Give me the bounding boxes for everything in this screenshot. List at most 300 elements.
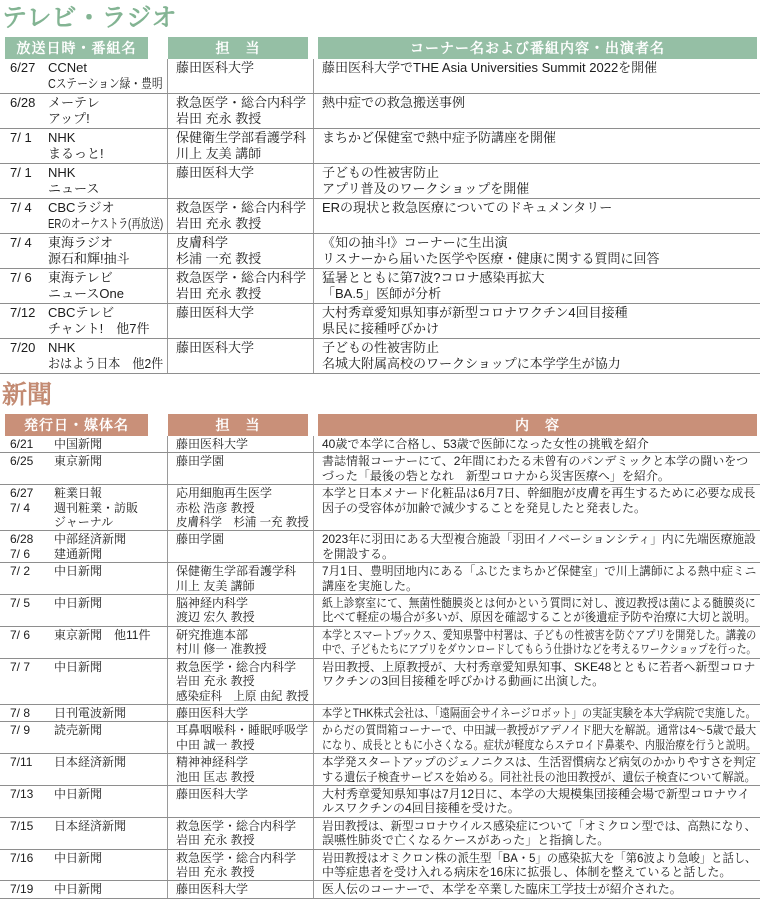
name-text: 中日新聞 xyxy=(54,850,103,865)
staff-text: 救急医学・総合内科学 xyxy=(176,270,307,285)
staff-text: 赤松 浩彦 教授 xyxy=(176,500,255,515)
date-name-line xyxy=(10,305,164,321)
content-line xyxy=(322,833,757,847)
name-text: CBCテレビ xyxy=(48,305,115,320)
staff-line xyxy=(176,564,310,578)
date: 6/27 xyxy=(10,486,34,501)
staff-text: 藤田医科大学 xyxy=(176,882,249,897)
table-row xyxy=(0,339,760,374)
date-name-line xyxy=(10,787,164,801)
name-text: 中部経済新聞 xyxy=(54,532,127,547)
date: 7/11 xyxy=(10,755,33,770)
name-text: 粧業日報 xyxy=(54,486,103,501)
header-staff: 担 当 xyxy=(168,414,308,436)
table-row xyxy=(0,164,760,199)
date-media-cell xyxy=(0,850,167,881)
content-text: リスナーから届いた医学や医療・健康に関する質問に回答 xyxy=(322,251,660,266)
staff-line xyxy=(176,628,310,642)
date: 7/13 xyxy=(10,786,34,801)
content-line xyxy=(322,181,757,197)
name-text: 源石和輝!抽斗 xyxy=(48,251,130,266)
date-name-line xyxy=(10,146,164,162)
staff-line xyxy=(176,865,310,879)
date: 7/ 4 xyxy=(10,235,32,250)
date-media-cell xyxy=(0,485,167,530)
content-line xyxy=(322,130,757,146)
table-row xyxy=(0,754,760,786)
content-cell xyxy=(313,164,760,198)
date-program-cell xyxy=(0,339,167,373)
staff-cell xyxy=(167,722,313,753)
date-name-line xyxy=(10,356,164,372)
table-row xyxy=(0,94,760,129)
date-name-line xyxy=(10,486,164,500)
date-name-line xyxy=(10,596,164,610)
content-line xyxy=(322,819,757,833)
date-program-cell xyxy=(0,129,167,163)
date-media-cell xyxy=(0,722,167,753)
content-cell xyxy=(313,850,760,881)
date-name-line xyxy=(10,755,164,769)
name-text: CCNet xyxy=(48,60,88,75)
content-cell xyxy=(313,453,760,484)
content-line xyxy=(322,454,757,468)
name-text: 中日新聞 xyxy=(54,659,103,674)
staff-cell xyxy=(167,436,313,452)
name-text: 東京新聞 他11件 xyxy=(54,627,151,642)
staff-text: 藤田医科大学 xyxy=(176,305,255,320)
staff-text: 藤田医科大学 xyxy=(176,705,249,720)
content-line xyxy=(322,95,757,111)
date-media-cell xyxy=(0,595,167,626)
staff-text: 岩田 充永 教授 xyxy=(176,833,255,848)
staff-line xyxy=(176,770,310,784)
name-text: 東京新聞 xyxy=(54,454,103,469)
date: 6/25 xyxy=(10,454,34,469)
date: 7/15 xyxy=(10,818,34,833)
table-row xyxy=(0,722,760,754)
staff-line xyxy=(176,738,310,752)
content-text: 因子の受容体が加齢で減少することを発見したと発表した。 xyxy=(322,500,647,515)
staff-text: 救急医学・総合内科学 xyxy=(176,818,297,833)
content-line xyxy=(322,564,757,578)
content-text: ワクチンの3回目接種を呼びかける動画に出演した。 xyxy=(322,674,605,689)
content-cell xyxy=(313,269,760,303)
content-text: 医人伝のコーナーで、本学を卒業した臨床工学技士が紹介された。 xyxy=(322,882,682,897)
staff-line xyxy=(176,596,310,610)
date: 7/ 6 xyxy=(10,270,32,285)
staff-line xyxy=(176,235,310,251)
date: 6/21 xyxy=(10,437,34,451)
staff-text: 杉浦 一充 教授 xyxy=(176,251,262,266)
header-content: 内 容 xyxy=(318,414,757,436)
date-media-cell xyxy=(0,531,167,562)
staff-text: 耳鼻咽喉科・睡眠呼吸学 xyxy=(176,723,309,738)
date-name-line xyxy=(10,660,164,674)
content-cell xyxy=(313,881,760,897)
staff-line xyxy=(176,454,310,468)
name-text: Cステーション緑・豊明 xyxy=(48,76,163,91)
staff-line xyxy=(176,251,310,267)
content-text: 書誌情報コーナーにて、2年間にわたる未曾有のパンデミックと本学の闘いをつ xyxy=(322,454,749,469)
staff-text: 岩田 充永 教授 xyxy=(176,864,255,879)
content-line xyxy=(322,738,757,752)
staff-cell xyxy=(167,199,313,233)
content-line xyxy=(322,801,757,815)
staff-cell xyxy=(167,754,313,785)
staff-line xyxy=(176,146,310,162)
name-text: ERのオーケストラ(再放送) xyxy=(48,216,164,231)
content-line xyxy=(322,596,757,610)
content-cell xyxy=(313,304,760,338)
name-text: 中日新聞 xyxy=(54,786,103,801)
content-cell xyxy=(313,94,760,128)
content-cell xyxy=(313,485,760,530)
content-line xyxy=(322,501,757,515)
date-media-cell xyxy=(0,436,167,452)
content-cell xyxy=(313,563,760,594)
content-text: 紙上診察室にて、無菌性髄膜炎とは何かという質問に対し、渡辺教授は菌による髄膜炎に xyxy=(322,596,756,611)
content-line xyxy=(322,200,757,216)
content-cell xyxy=(313,339,760,373)
staff-text: 岩田 充永 教授 xyxy=(176,674,255,689)
content-cell xyxy=(313,786,760,817)
staff-text: 救急医学・総合内科学 xyxy=(176,200,307,215)
content-text: 熱中症での救急搬送事例 xyxy=(322,95,466,110)
staff-text: 藤田医科大学 xyxy=(176,340,255,355)
name-text: 週刊粧業・訪販 xyxy=(54,500,139,515)
staff-line xyxy=(176,270,310,286)
staff-line xyxy=(176,216,310,232)
content-text: になり、成長とともに小さくなる。症状が軽度ならステロイド鼻薬や、内服治療を行うと説明。 xyxy=(322,737,757,752)
date: 7/ 9 xyxy=(10,723,31,738)
date-program-cell xyxy=(0,304,167,338)
content-cell xyxy=(313,627,760,658)
content-line xyxy=(322,235,757,251)
content-text: アプリ普及のワークショップを開催 xyxy=(322,181,530,196)
date-name-line xyxy=(10,515,164,529)
table-row xyxy=(0,199,760,234)
name-text: チャント! 他7件 xyxy=(48,321,150,336)
staff-cell xyxy=(167,881,313,897)
staff-text: 保健衛生学部看護学科 xyxy=(176,564,297,579)
name-text: 建通新聞 xyxy=(54,546,103,561)
table-row xyxy=(0,485,760,531)
date-name-line xyxy=(10,547,164,561)
staff-cell xyxy=(167,659,313,704)
content-line xyxy=(322,437,757,451)
name-text: まるっと! xyxy=(48,146,104,161)
staff-cell xyxy=(167,595,313,626)
content-text: 岩田教授は、新型コロナウイルス感染症について「オミクロン型では、高熱になり、 xyxy=(322,818,757,833)
staff-line xyxy=(176,660,310,674)
staff-cell xyxy=(167,59,313,93)
date: 6/28 xyxy=(10,95,36,110)
content-line xyxy=(322,723,757,737)
table-row xyxy=(0,59,760,94)
newspaper-table-header xyxy=(0,414,760,436)
date-name-line xyxy=(10,819,164,833)
content-text: 中で、子どもたちにアプリをダウンロードしてもらう仕掛けなどを考えるワークショップを行った。 xyxy=(322,642,757,657)
date-media-cell xyxy=(0,453,167,484)
tv-radio-table-header xyxy=(0,37,760,59)
content-line xyxy=(322,305,757,321)
header-staff: 担 当 xyxy=(168,37,308,59)
table-row xyxy=(0,659,760,705)
staff-line xyxy=(176,689,310,703)
content-text: する遺伝子検査サービスを始める。同社社長の池田教授が、遺伝子検査について解説。 xyxy=(322,769,756,784)
date-name-line xyxy=(10,235,164,251)
staff-text: 渡辺 宏久 教授 xyxy=(176,610,255,625)
staff-cell xyxy=(167,563,313,594)
staff-line xyxy=(176,833,310,847)
content-text: 子どもの性被害防止 xyxy=(322,340,440,355)
content-text: 名城大附属高校のワークショップに本学学生が協力 xyxy=(322,356,621,371)
date-name-line xyxy=(10,200,164,216)
date-name-line xyxy=(10,216,164,232)
date: 7/ 6 xyxy=(10,546,31,561)
staff-text: 藤田医科大学 xyxy=(176,786,249,801)
date-name-line xyxy=(10,628,164,642)
date-program-cell xyxy=(0,199,167,233)
staff-line xyxy=(176,111,310,127)
content-text: 中等症患者を受け入れる病床を16床に拡張し、体制を整えていると話した。 xyxy=(322,864,732,879)
name-text: 日刊電波新聞 xyxy=(54,705,127,720)
date-name-line xyxy=(10,165,164,181)
name-text: NHK xyxy=(48,130,76,145)
date-name-line xyxy=(10,454,164,468)
content-cell xyxy=(313,59,760,93)
table-row xyxy=(0,563,760,595)
staff-line xyxy=(176,305,310,321)
content-cell xyxy=(313,754,760,785)
staff-line xyxy=(176,130,310,146)
table-row xyxy=(0,595,760,627)
date: 7/ 4 xyxy=(10,500,31,515)
staff-text: 研究推進本部 xyxy=(176,627,249,642)
name-text: 中国新聞 xyxy=(54,437,103,451)
staff-text: 皮膚科学 xyxy=(176,235,229,250)
content-text: 「BA.5」医師が分析 xyxy=(322,286,442,301)
date-name-line xyxy=(10,60,164,76)
date: 6/27 xyxy=(10,60,36,75)
staff-text: 救急医学・総合内科学 xyxy=(176,95,307,110)
content-line xyxy=(322,865,757,879)
content-text: 本学発スタートアップのジェノニクスは、生活習慣病など病気のかかりやすさを判定 xyxy=(322,755,757,770)
name-text: 中日新聞 xyxy=(54,882,103,897)
date-name-line xyxy=(10,181,164,197)
staff-line xyxy=(176,882,310,896)
content-line xyxy=(322,547,757,561)
staff-cell xyxy=(167,786,313,817)
content-line xyxy=(322,674,757,688)
staff-line xyxy=(176,674,310,688)
content-text: 《知の抽斗!》コーナーに生出演 xyxy=(322,235,508,250)
content-line xyxy=(322,321,757,337)
staff-text: 保健衛生学部看護学科 xyxy=(176,130,307,145)
content-text: ERの現状と救急医療についてのドキュメンタリー xyxy=(322,200,613,215)
table-row xyxy=(0,818,760,850)
content-line xyxy=(322,770,757,784)
staff-cell xyxy=(167,627,313,658)
name-text: 東海ラジオ xyxy=(48,235,114,250)
content-line xyxy=(322,286,757,302)
staff-line xyxy=(176,755,310,769)
staff-line xyxy=(176,851,310,865)
date-program-cell xyxy=(0,94,167,128)
date-name-line xyxy=(10,706,164,720)
staff-line xyxy=(176,787,310,801)
newspaper-table xyxy=(0,436,760,899)
table-row xyxy=(0,627,760,659)
content-text: 県民に接種呼びかけ xyxy=(322,321,440,336)
content-cell xyxy=(313,705,760,721)
content-line xyxy=(322,660,757,674)
date-name-line xyxy=(10,882,164,896)
name-text: 読売新聞 xyxy=(54,723,103,738)
date: 7/ 1 xyxy=(10,165,32,180)
date: 6/28 xyxy=(10,532,34,547)
date-program-cell xyxy=(0,234,167,268)
staff-text: 川上 友美 講師 xyxy=(176,578,255,593)
date: 7/ 5 xyxy=(10,596,31,611)
name-text: NHK xyxy=(48,165,76,180)
content-line xyxy=(322,532,757,546)
content-text: 40歳で本学に合格し、53歳で医師になった女性の挑戦を紹介 xyxy=(322,437,649,451)
date-media-cell xyxy=(0,627,167,658)
staff-line xyxy=(176,60,310,76)
date-media-cell xyxy=(0,659,167,704)
date-name-line xyxy=(10,321,164,337)
staff-cell xyxy=(167,234,313,268)
table-row xyxy=(0,881,760,898)
content-text: ルスワクチンの4回目接種を受けた。 xyxy=(322,801,520,816)
content-cell xyxy=(313,436,760,452)
date-name-line xyxy=(10,501,164,515)
staff-line xyxy=(176,200,310,216)
staff-cell xyxy=(167,531,313,562)
name-text: ジャーナル xyxy=(54,515,114,530)
date-name-line xyxy=(10,130,164,146)
date: 7/ 4 xyxy=(10,200,32,215)
name-text: 日本経済新聞 xyxy=(54,755,127,770)
content-text: 大村秀章愛知県知事が新型コロナワクチン4回目接種 xyxy=(322,305,628,320)
staff-cell xyxy=(167,304,313,338)
table-row xyxy=(0,436,760,453)
content-cell xyxy=(313,199,760,233)
content-text: 誤嚥性肺炎で亡くなるケースがあった」と指摘した。 xyxy=(322,833,610,848)
section-title-newspaper: 新聞 xyxy=(2,381,53,409)
staff-cell xyxy=(167,94,313,128)
staff-text: 岩田 充永 教授 xyxy=(176,111,262,126)
staff-line xyxy=(176,515,310,529)
date: 7/ 1 xyxy=(10,130,32,145)
staff-text: 救急医学・総合内科学 xyxy=(176,850,297,865)
content-text: 2023年に羽田にある大型複合施設「羽田イノベーションシティ」内に先端医療施設 xyxy=(322,532,756,547)
staff-cell xyxy=(167,818,313,849)
table-row xyxy=(0,705,760,722)
content-line xyxy=(322,787,757,801)
content-text: からだの質問箱コーナーで、中田誠一教授がアデノイド肥大を解説。通常は4〜5歳で最大 xyxy=(322,723,757,738)
staff-text: 皮膚科学 杉浦 一充 教授 xyxy=(176,515,309,530)
table-row xyxy=(0,850,760,882)
staff-text: 救急医学・総合内科学 xyxy=(176,659,297,674)
date: 7/12 xyxy=(10,305,36,320)
staff-cell xyxy=(167,453,313,484)
content-cell xyxy=(313,234,760,268)
date-program-cell xyxy=(0,59,167,93)
name-text: 東海テレビ xyxy=(48,270,113,285)
content-line xyxy=(322,755,757,769)
staff-line xyxy=(176,165,310,181)
name-text: おはよう日本 他2件 xyxy=(48,356,164,371)
staff-text: 藤田医科大学 xyxy=(176,437,249,451)
content-text: を開設する。 xyxy=(322,546,395,561)
header-corner-content-performers: コーナー名および番組内容・出演者名 xyxy=(318,37,757,59)
content-line xyxy=(322,610,757,624)
name-text: CBCラジオ xyxy=(48,200,115,215)
name-text: ニュース xyxy=(48,181,100,196)
date-program-cell xyxy=(0,164,167,198)
date-name-line xyxy=(10,95,164,111)
date-program-cell xyxy=(0,269,167,303)
staff-line xyxy=(176,706,310,720)
name-text: NHK xyxy=(48,340,76,355)
date-name-line xyxy=(10,111,164,127)
content-text: 岩田教授はオミクロン株の派生型「BA・5」の感染拡大を「第6波より急峻」と話し、 xyxy=(322,850,757,865)
name-text: アップ! xyxy=(48,111,90,126)
staff-line xyxy=(176,579,310,593)
staff-line xyxy=(176,819,310,833)
date: 7/ 8 xyxy=(10,705,31,720)
content-text: 比べて軽症の場合が多いが、原因を確認することが後遺症予防や治療に大切と説明。 xyxy=(322,610,757,625)
staff-cell xyxy=(167,705,313,721)
staff-text: 池田 匡志 教授 xyxy=(176,769,255,784)
content-text: づった「最後の砦となれ 新型コロナから災害医療へ」を紹介。 xyxy=(322,468,670,483)
staff-text: 藤田学園 xyxy=(176,454,225,469)
staff-text: 藤田医科大学 xyxy=(176,165,255,180)
table-row xyxy=(0,531,760,563)
header-broadcast-date-program: 放送日時・番組名 xyxy=(5,37,148,59)
staff-line xyxy=(176,532,310,546)
date-media-cell xyxy=(0,881,167,897)
date-media-cell xyxy=(0,818,167,849)
content-cell xyxy=(313,595,760,626)
date: 7/ 6 xyxy=(10,627,31,642)
date-name-line xyxy=(10,564,164,578)
date-media-cell xyxy=(0,563,167,594)
content-cell xyxy=(313,531,760,562)
staff-cell xyxy=(167,485,313,530)
staff-line xyxy=(176,610,310,624)
staff-cell xyxy=(167,339,313,373)
staff-text: 藤田医科大学 xyxy=(176,60,255,75)
content-text: 岩田教授、上原教授が、大村秀章愛知県知事、SKE48とともに若者へ新型コロナ xyxy=(322,659,756,674)
content-text: 本学とスマートブックス、愛知県警中村署は、子どもの性被害を防ぐアプリを開発した。講義の xyxy=(322,627,757,642)
staff-cell xyxy=(167,269,313,303)
date: 7/19 xyxy=(10,882,34,897)
staff-line xyxy=(176,723,310,737)
name-text: 日本経済新聞 xyxy=(54,818,127,833)
table-row xyxy=(0,304,760,339)
staff-text: 岩田 充永 教授 xyxy=(176,216,262,231)
content-line xyxy=(322,706,757,720)
name-text: 中日新聞 xyxy=(54,596,103,611)
date-name-line xyxy=(10,723,164,737)
staff-line xyxy=(176,286,310,302)
content-line xyxy=(322,165,757,181)
staff-text: 精神神経科学 xyxy=(176,755,249,770)
